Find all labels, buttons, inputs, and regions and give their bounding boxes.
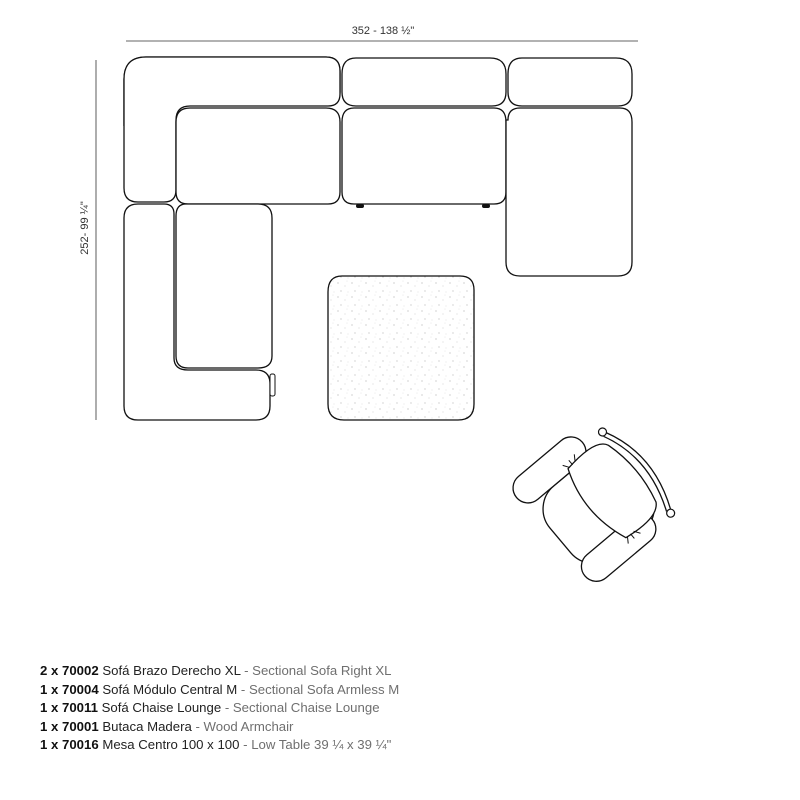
- legend-name-es: Mesa Centro 100 x 100: [102, 737, 240, 752]
- legend-name-en: Sectional Sofa Right XL: [252, 663, 392, 678]
- legend-item: [40, 662, 780, 681]
- legend-quantity: 1 x: [40, 737, 59, 752]
- legend-name-es: Sofá Módulo Central M: [102, 681, 238, 697]
- legend-item: [40, 699, 780, 718]
- legend-code: 70011: [62, 700, 98, 715]
- legend-code: 70016: [62, 737, 99, 752]
- product-legend: [40, 662, 780, 755]
- legend-quantity: 1 x: [40, 700, 59, 715]
- legend-separator: -: [237, 681, 249, 697]
- width-dimension: [126, 25, 638, 41]
- legend-name-en: Wood Armchair: [203, 718, 294, 734]
- legend-item: [40, 681, 780, 700]
- sectional-sofa-right-xl-corner: [124, 57, 340, 204]
- sectional-sofa-right-xl: [506, 58, 632, 276]
- legend-name-en: Sectional Sofa Armless M: [248, 681, 400, 697]
- legend-quantity: 1 x: [40, 718, 59, 734]
- sectional-sofa-armless-m: [342, 58, 506, 208]
- legend-separator: -: [239, 737, 252, 752]
- legend-name-es: Butaca Madera: [102, 718, 192, 734]
- height-dimension: [79, 60, 96, 420]
- legend-name-en: Low Table 39 ¼ x 39 ¼": [251, 737, 392, 752]
- legend-separator: -: [221, 700, 233, 715]
- legend-quantity: 1 x: [40, 681, 59, 697]
- legend-code: 70004: [62, 681, 99, 697]
- wood-armchair: [507, 408, 687, 589]
- legend-separator: -: [191, 718, 204, 734]
- low-table: [328, 276, 474, 420]
- legend-code: 70002: [62, 663, 99, 678]
- legend-name-es: Sofá Brazo Derecho XL: [102, 663, 241, 678]
- legend-name-en: Sectional Chaise Lounge: [232, 700, 380, 715]
- width-dimension-label: 352 - 138 ½": [351, 25, 415, 37]
- legend-separator: -: [240, 663, 253, 678]
- height-dimension-label: 252- 99 ¼": [79, 201, 91, 255]
- sectional-chaise-lounge: [124, 204, 275, 420]
- legend-code: 70001: [62, 718, 99, 734]
- legend-item: [40, 736, 780, 755]
- legend-item: [40, 718, 780, 737]
- legend-name-es: Sofá Chaise Lounge: [101, 700, 222, 715]
- legend-quantity: 2 x: [40, 663, 59, 678]
